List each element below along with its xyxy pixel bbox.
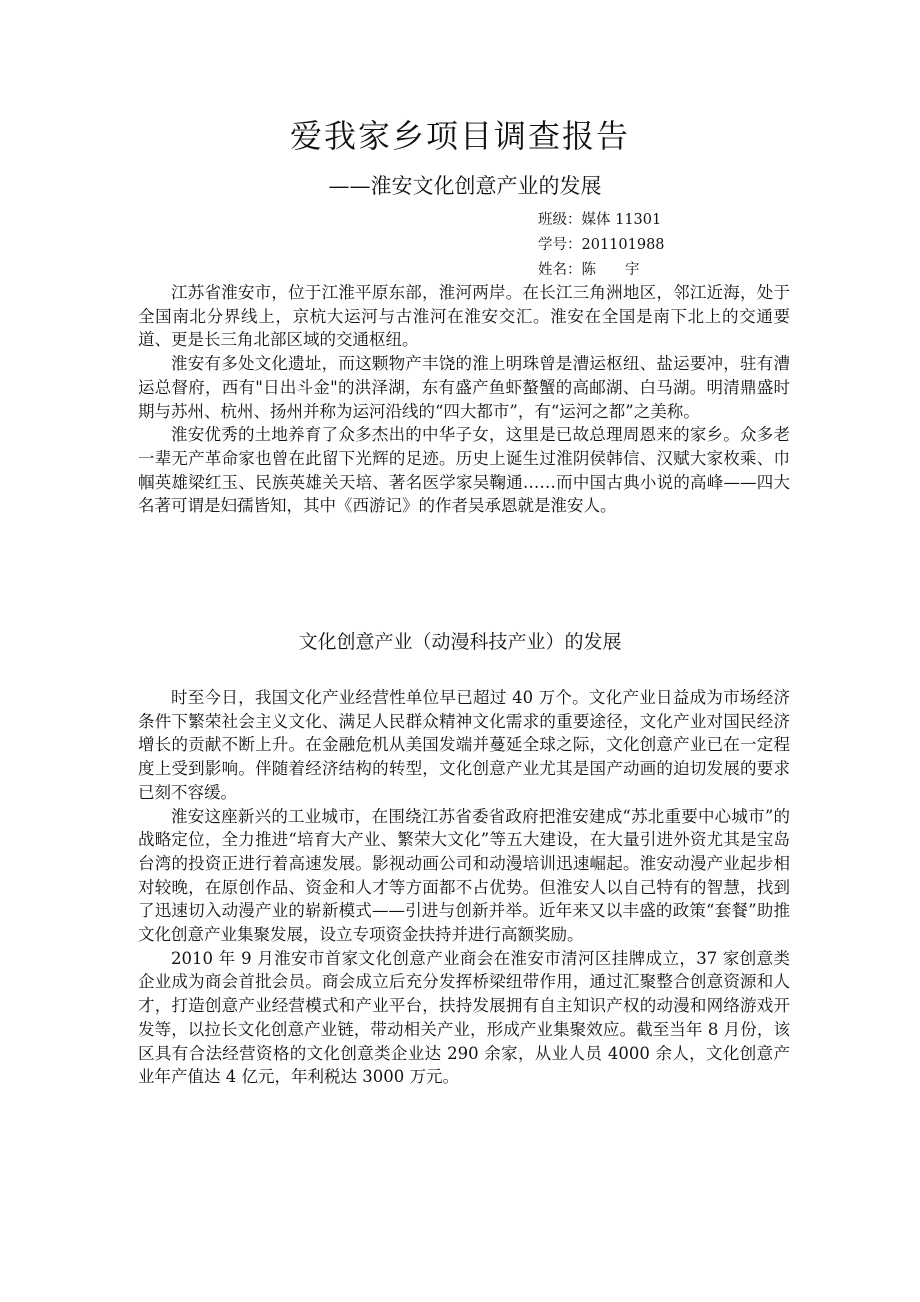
paragraph: 淮安这座新兴的工业城市，在围绕江苏省委省政府把淮安建成“苏北重要中心城市”的战略定位，全力推进“培育大产业、繁荣大文化”等五大建设，在大量引进外资尤其是宝岛台湾的投资正进行着高速发展。影视动画公司和动漫培训迅速崛起。淮安动漫产业起步相对较晚，在原创作品、资金和人才等方面都不占优势。但淮安人以自己特有的智慧，找到了迅速切入动漫产业的崭新模式——引进与创新并举。近年来又以丰盛的政策“套餐”助推文化创意产业集聚发展，设立专项资金扶持并进行高额奖励。: [138, 806, 790, 945]
author-info: [538, 208, 665, 283]
student-id-line: 学号：201101988: [538, 237, 665, 253]
class-line: 班级：媒体 11301: [538, 212, 662, 228]
document-title: 爱我家乡项目调查报告: [289, 117, 630, 155]
paragraph: 2010 年 9 月淮安市首家文化创意产业商会在淮安市清河区挂牌成立，37 家创意类企业成为商会首批会员。商会成立后充分发挥桥梁纽带作用，通过汇聚整合创意资源和人才，打造创意产业经营模式和产业平台，扶持发展拥有自主知识产权的动漫和网络游戏开发等，以拉长文化创意产业链，带动相关产业，形成产业集聚效应。截至当年 8 月份，该区具有合法经营资格的文化创意类企业达 290 余家，从业人员 4000 余人，文化创意产业年产值达 4 亿元，年利税达 3000 万元。: [138, 948, 790, 1087]
intro-section: [138, 281, 790, 518]
document-subtitle: ——淮安文化创意产业的发展: [328, 174, 602, 198]
paragraph: 淮安有多处文化遗址，而这颗物产丰饶的淮上明珠曾是漕运枢纽、盐运要冲，驻有漕运总督府，西有"日出斗金"的洪泽湖，东有盛产鱼虾螯蟹的高邮湖、白马湖。明清鼎盛时期与苏州、杭州、扬州并称为运河沿线的“四大都市”，有“运河之都”之美称。: [138, 354, 790, 421]
main-section: [138, 686, 790, 1089]
paragraph: 淮安优秀的土地养育了众多杰出的中华子女，这里是已故总理周恩来的家乡。众多老一辈无产革命家也曾在此留下光辉的足迹。历史上诞生过淮阴侯韩信、汉赋大家枚乘、巾帼英雄梁红玉、民族英雄关天培、著名医学家吴鞠通……而中国古典小说的高峰——四大名著可谓是妇孺皆知，其中《西游记》的作者吴承恩就是淮安人。: [138, 425, 790, 516]
paragraph: 时至今日，我国文化产业经营性单位早已超过 40 万个。文化产业日益成为市场经济条件下繁荣社会主义文化、满足人民群众精神文化需求的重要途径，文化产业对国民经济增长的贡献不断上升。在金融危机从美国发端并蔓延全球之际，文化创意产业已在一定程度上受到影响。伴随着经济结构的转型，文化创意产业尤其是国产动画的迫切发展的要求已刻不容缓。: [138, 688, 790, 802]
paragraph: 江苏省淮安市，位于江淮平原东部，淮河两岸。在长江三角洲地区，邻江近海，处于全国南北分界线上，京杭大运河与古淮河在淮安交汇。淮安在全国是南下北上的交通要道、更是长三角北部区域的交通枢纽。: [138, 283, 790, 350]
section-heading: 文化创意产业（动漫科技产业）的发展: [298, 631, 622, 653]
name-line: 姓名：陈 宇: [538, 262, 640, 278]
